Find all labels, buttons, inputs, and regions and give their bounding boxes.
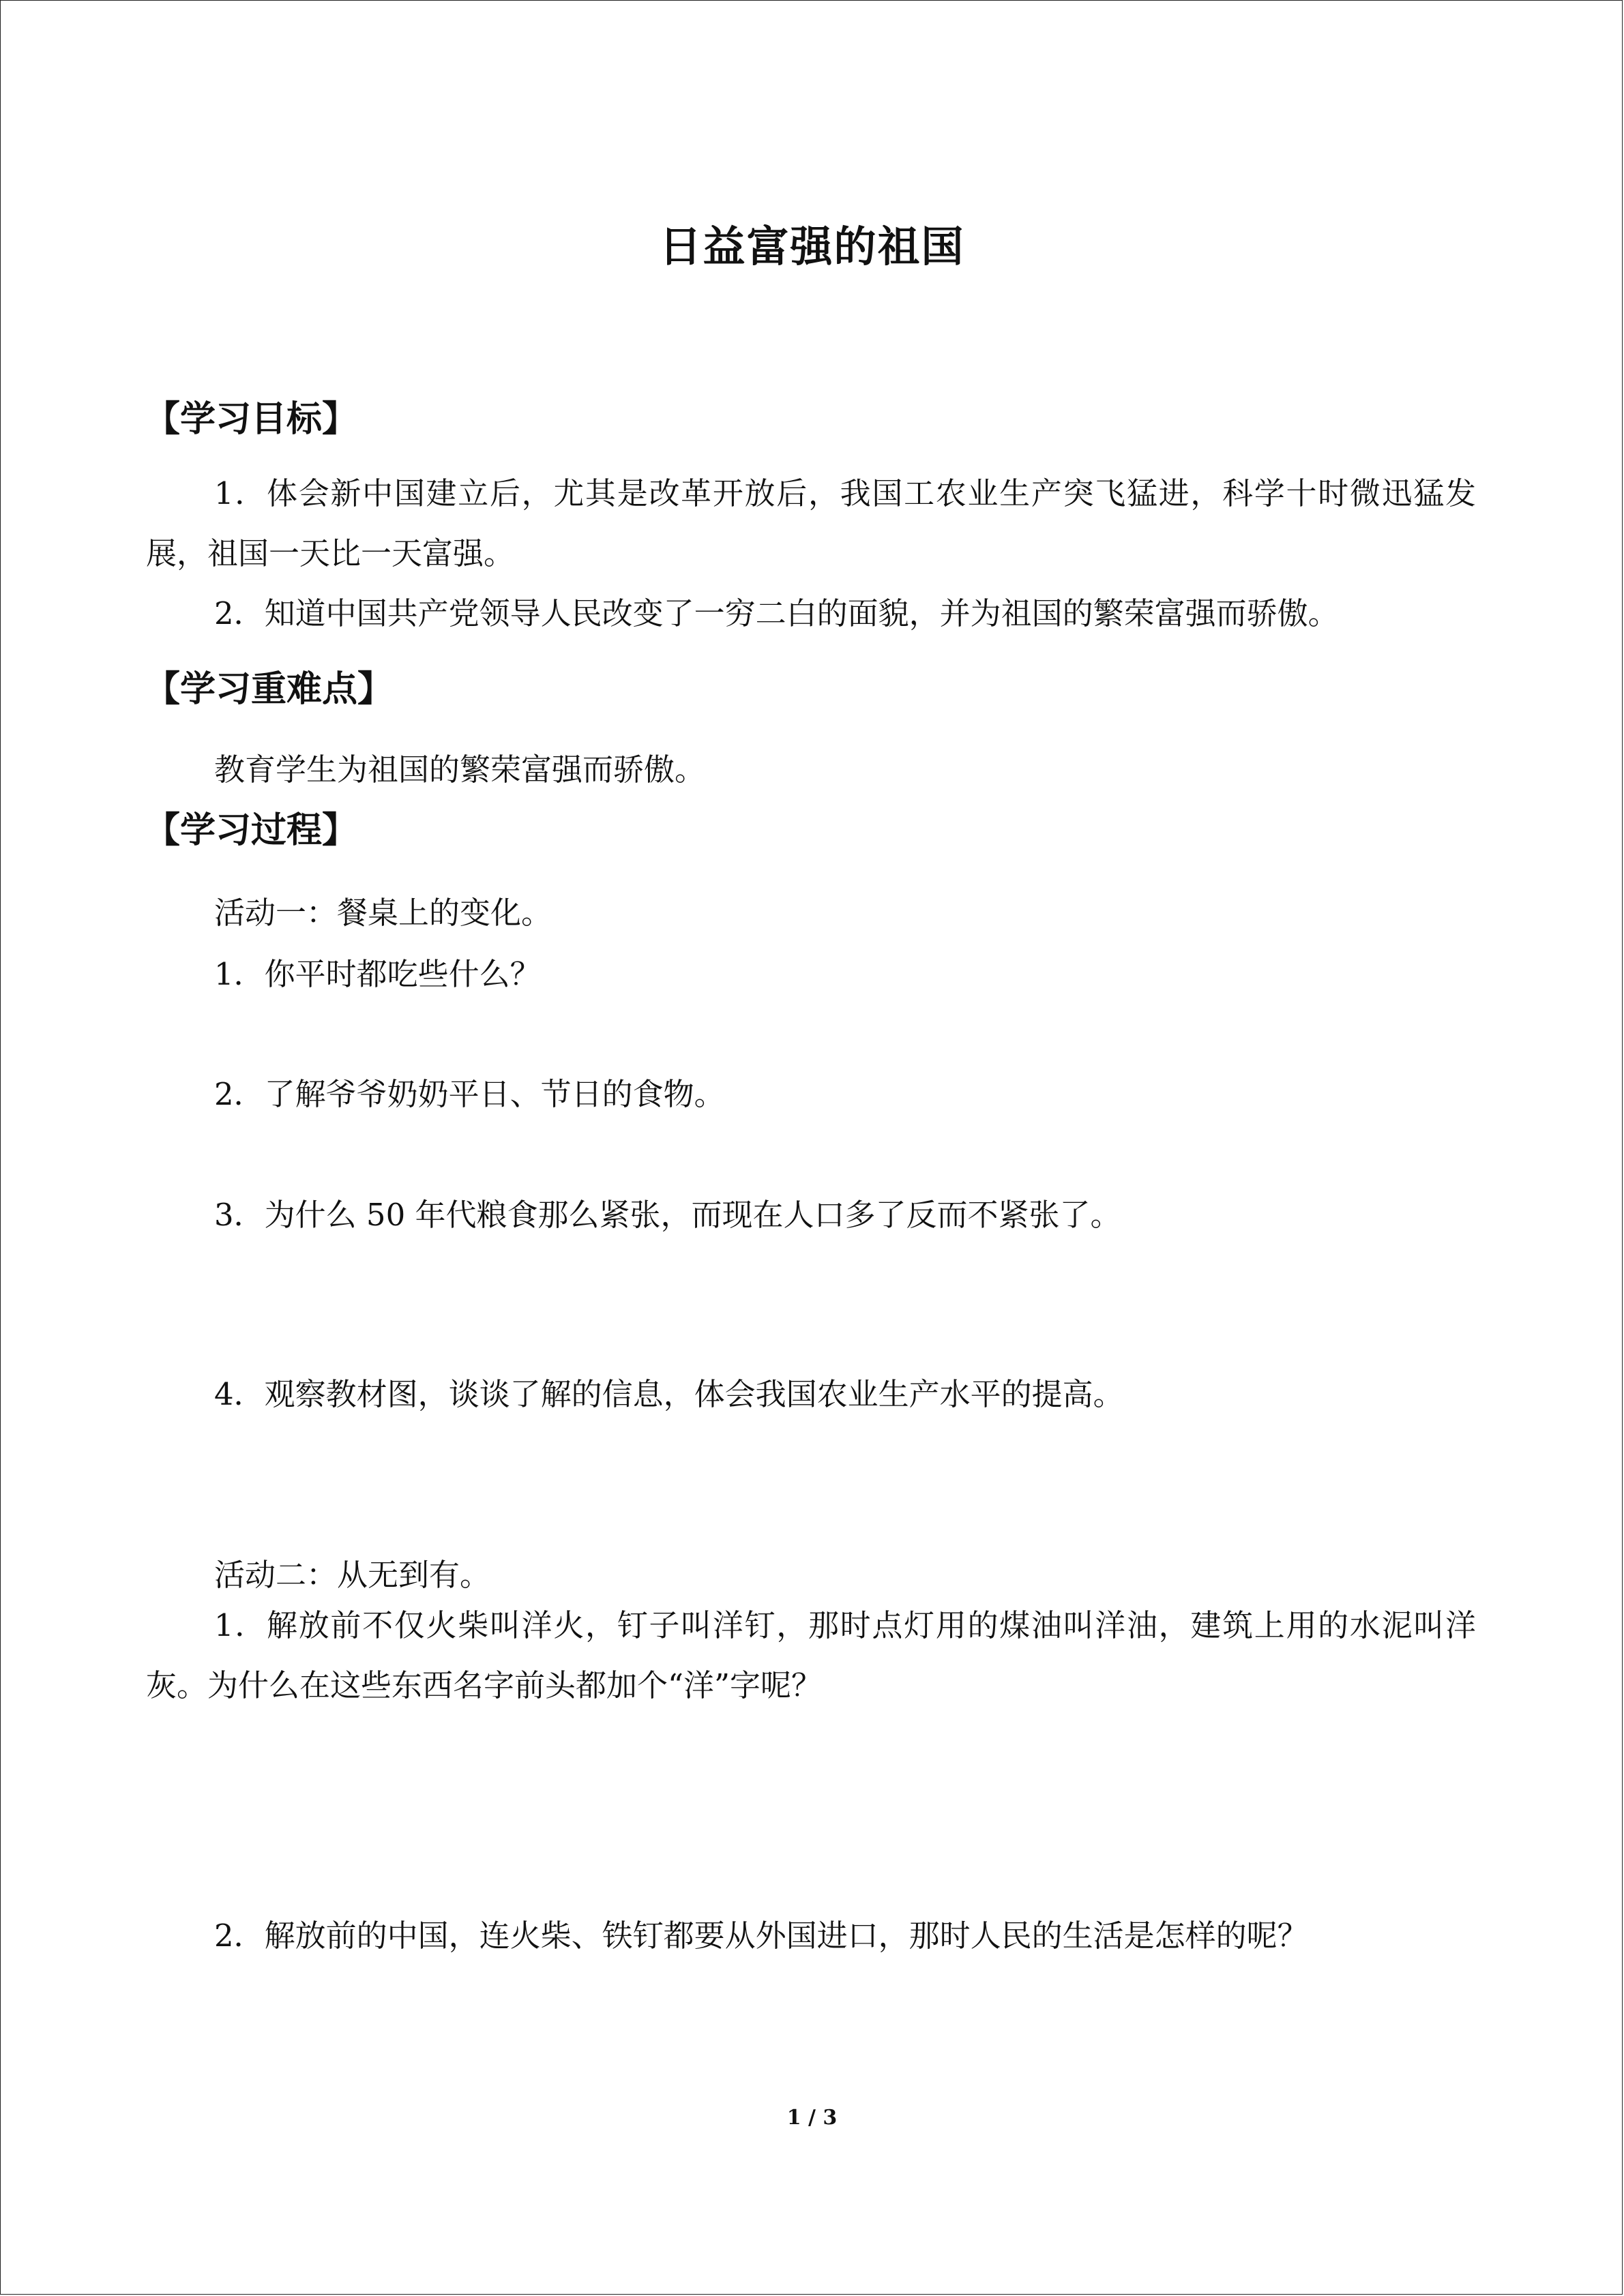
objectives-heading: 【学习目标】 (145, 399, 358, 440)
activity-1-question-2: 2．了解爷爷奶奶平日、节日的食物。 (214, 1076, 725, 1112)
page-title: 日益富强的祖国 (659, 222, 965, 271)
objective-item-1: 1．体会新中国建立后，尤其是改革开放后，我国工农业生产突飞猛进，科学十时微迅猛发展，祖国一天比一天富强。 (146, 475, 1476, 571)
activity-2-question-1: 1．解放前不仅火柴叫洋火，钉子叫洋钉，那时点灯用的煤油叫洋油，建筑上用的水泥叫洋灰。为什么在这些东西名字前头都加个“洋”字呢？ (146, 1607, 1476, 1703)
activity-1-question-1: 1．你平时都吃些什么？ (214, 956, 541, 992)
objective-item-2: 2．知道中国共产党领导人民改变了一穷二白的面貌，并为祖国的繁荣富强而骄傲。 (214, 595, 1339, 631)
activity-1-question-3: 3．为什么 50 年代粮食那么紧张，而现在人口多了反而不紧张了。 (214, 1197, 1121, 1233)
activity-2-question-2: 2．解放前的中国，连火柴、铁钉都要从外国进口，那时人民的生活是怎样的呢？ (214, 1918, 1308, 1954)
activity-2-title: 活动二：从无到有。 (214, 1557, 491, 1593)
activity-1-title: 活动一：餐桌上的变化。 (214, 895, 552, 931)
activity-1-question-4: 4．观察教材图，谈谈了解的信息，体会我国农业生产水平的提高。 (214, 1376, 1124, 1412)
key-points-heading: 【学习重难点】 (145, 669, 394, 710)
key-points-text: 教育学生为祖国的繁荣富强而骄傲。 (214, 751, 706, 788)
page-number: 1 / 3 (786, 2106, 838, 2130)
process-heading: 【学习过程】 (145, 810, 358, 851)
